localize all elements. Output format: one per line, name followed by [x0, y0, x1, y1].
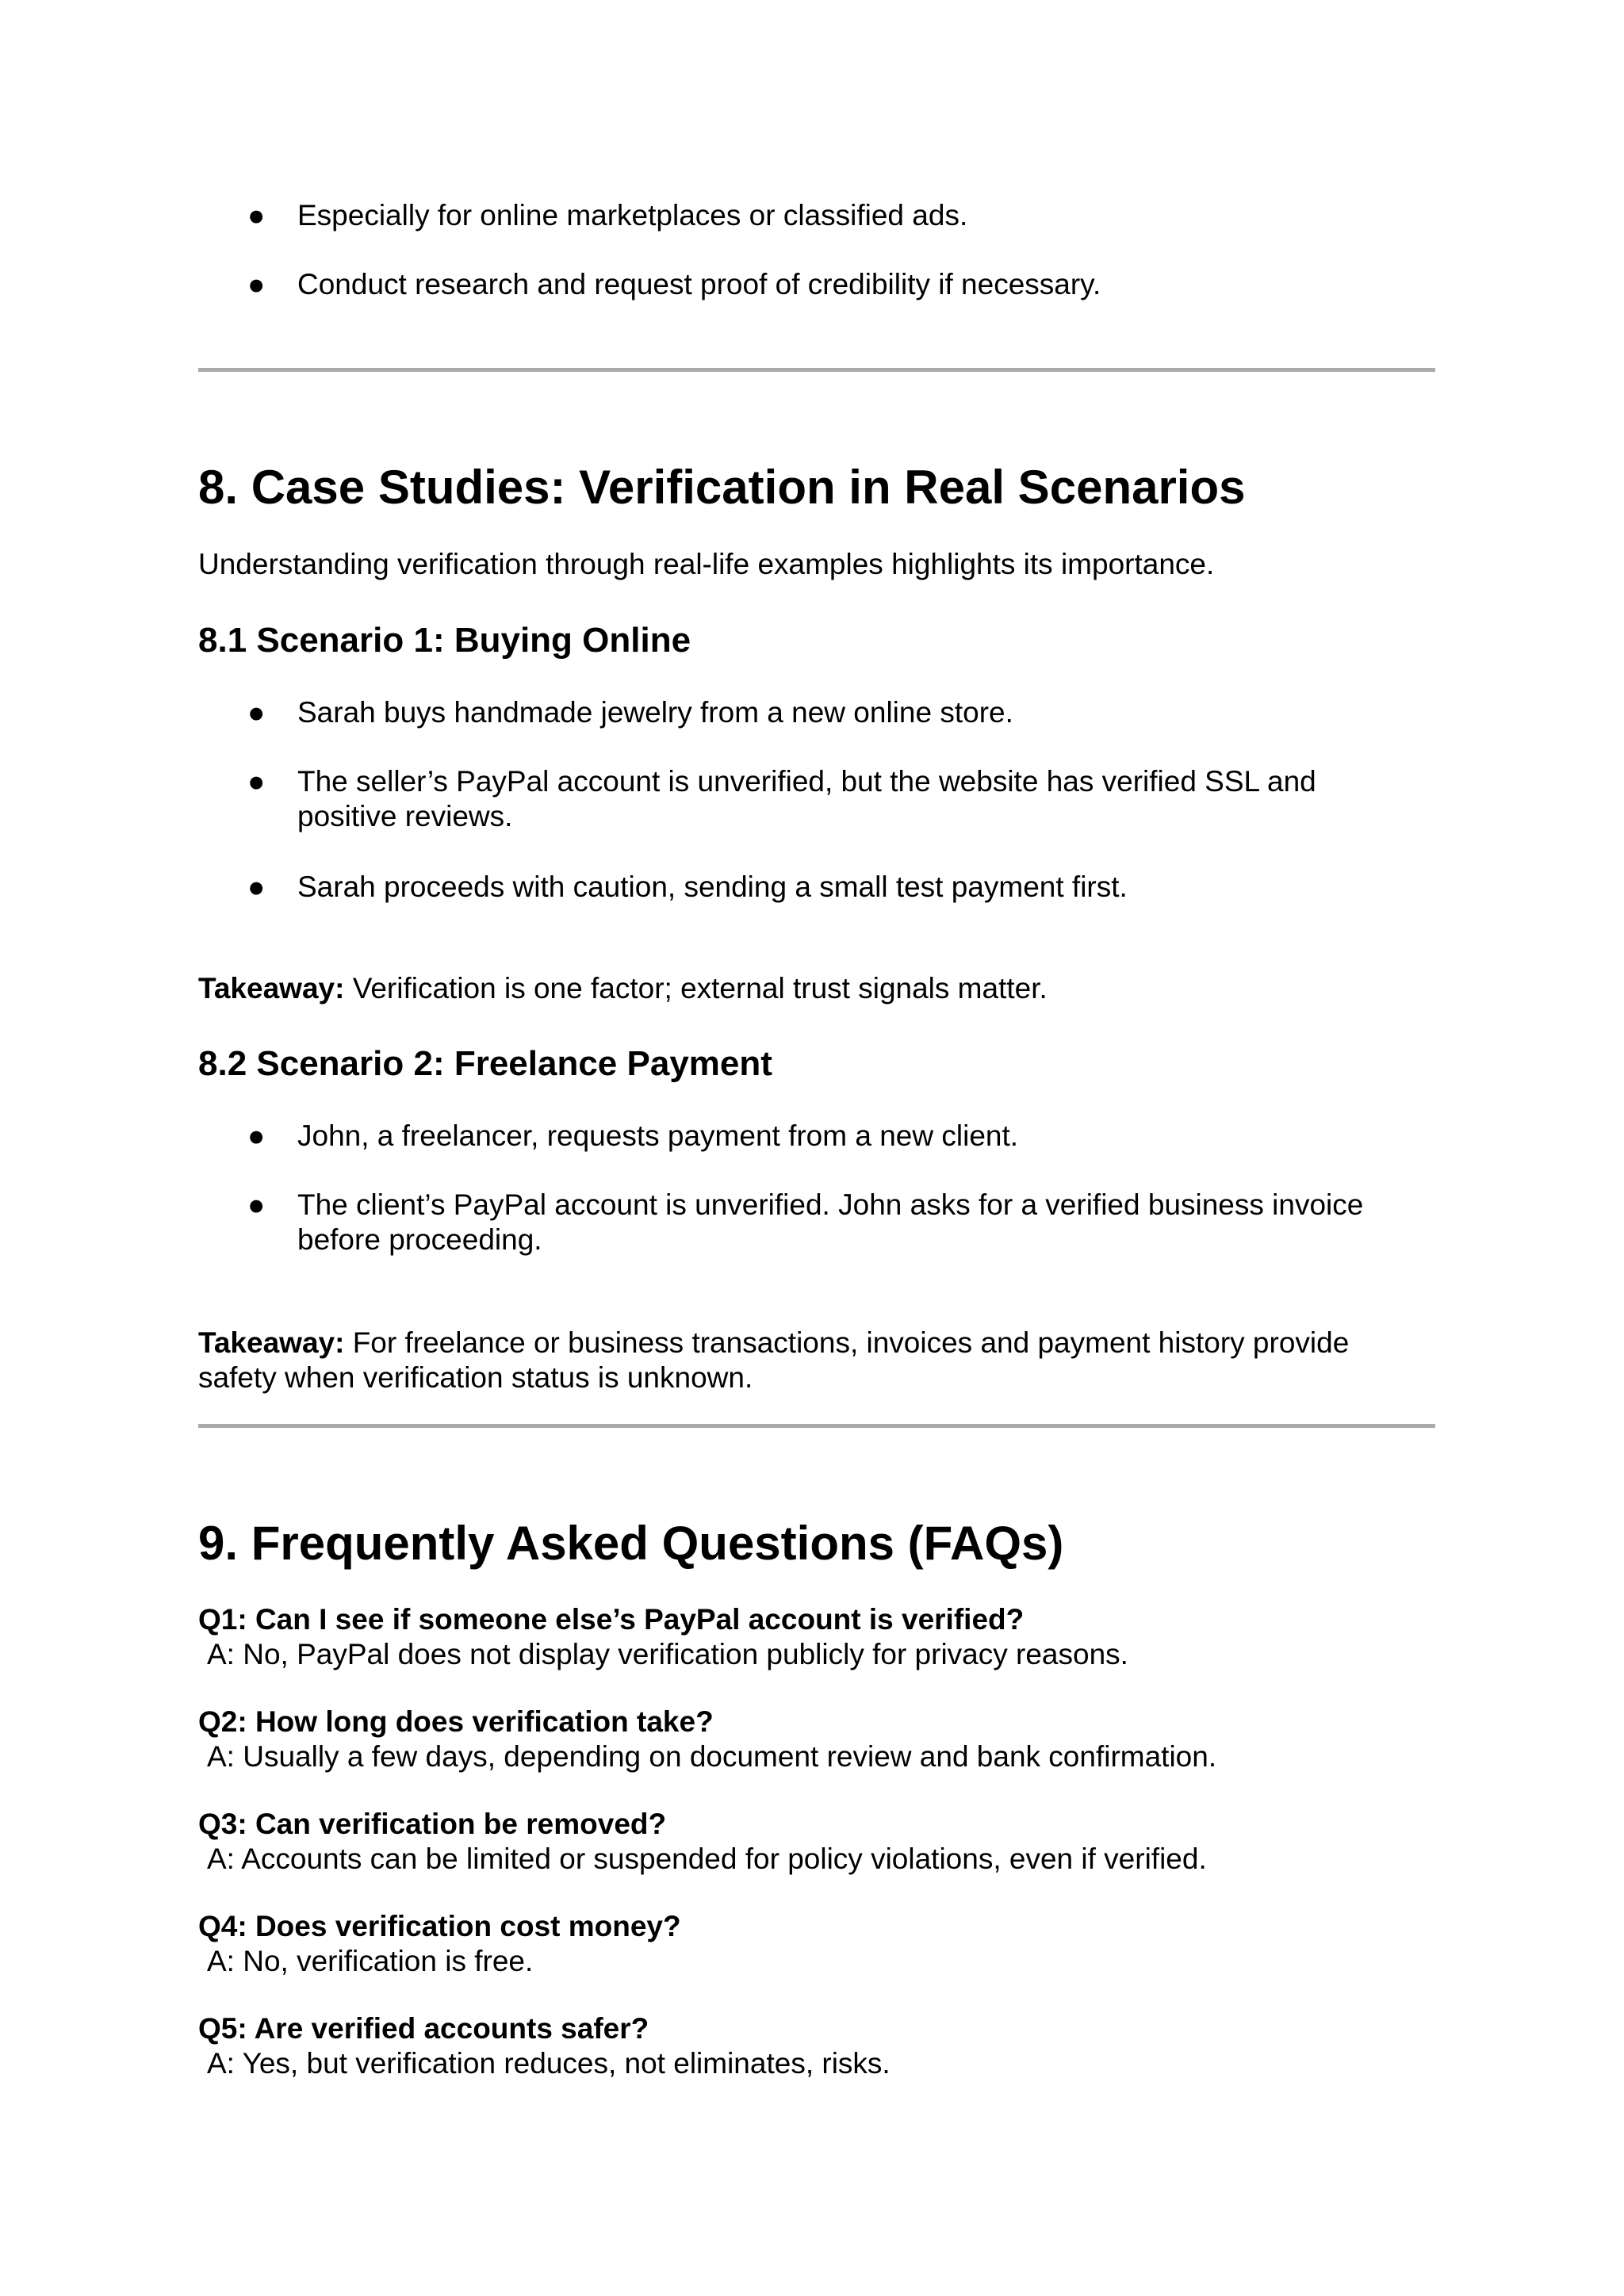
- bullet-icon: ●: [247, 199, 266, 232]
- intro-bullet-list: [198, 198, 1435, 233]
- section-divider: [198, 368, 1435, 372]
- scenario-1-bullet-list-3: [198, 870, 1435, 905]
- takeaway-text: Verification is one factor; external trust signals matter.: [344, 972, 1048, 1004]
- faq-answer: A: Accounts can be limited or suspended for policy violations, even if verified.: [207, 1843, 1207, 1875]
- list-item: ● Conduct research and request proof of credibility if necessary.: [247, 268, 1101, 300]
- faq-question: Q3: Can verification be removed?: [198, 1808, 667, 1840]
- faq-item: [198, 1705, 1435, 1774]
- list-item: ● Sarah buys handmade jewelry from a new online store.: [247, 696, 1013, 729]
- section-9-heading: 9. Frequently Asked Questions (FAQs): [198, 1517, 1064, 1570]
- section-8-heading: 8. Case Studies: Verification in Real Scenarios: [198, 461, 1246, 514]
- takeaway-label: Takeaway:: [198, 1326, 345, 1359]
- takeaway-label: Takeaway:: [198, 972, 345, 1004]
- bullet-icon: ●: [247, 765, 266, 798]
- bullet-icon: ●: [247, 1119, 266, 1152]
- section-8-intro: Understanding verification through real-life examples highlights its importance.: [198, 548, 1215, 580]
- scenario-1-heading: 8.1 Scenario 1: Buying Online: [198, 621, 691, 660]
- scenario-2-bullet-list-2: [198, 1188, 1435, 1257]
- list-item: ● Sarah proceeds with caution, sending a small test payment first.: [247, 871, 1128, 903]
- list-item: ● The client’s PayPal account is unverified. John asks for a verified business invoice before proceeding.: [247, 1188, 1364, 1256]
- bullet-icon: ●: [247, 871, 266, 903]
- scenario-2-heading: 8.2 Scenario 2: Freelance Payment: [198, 1044, 772, 1083]
- faq-item: [198, 1807, 1435, 1877]
- scenario-2-bullet-list: [198, 1119, 1435, 1154]
- list-item: ● Especially for online marketplaces or classified ads.: [247, 199, 968, 232]
- intro-bullet-list-2: [198, 267, 1435, 302]
- faq-answer: A: No, verification is free.: [207, 1945, 534, 1977]
- faq-answer: A: Yes, but verification reduces, not eliminates, risks.: [207, 2047, 891, 2080]
- faq-question: Q1: Can I see if someone else’s PayPal account is verified?: [198, 1603, 1025, 1636]
- faq-question: Q4: Does verification cost money?: [198, 1910, 681, 1942]
- section-divider: [198, 1424, 1435, 1428]
- bullet-icon: ●: [247, 696, 266, 729]
- scenario-2-takeaway: [198, 1326, 1419, 1395]
- takeaway-text: For freelance or business transactions, invoices and payment history provide safety when verification status is unknown.: [198, 1326, 1350, 1394]
- faq-answer: A: No, PayPal does not display verification publicly for privacy reasons.: [207, 1638, 1128, 1670]
- list-item: ● The seller’s PayPal account is unverified, but the website has verified SSL and positive reviews.: [247, 765, 1316, 832]
- faq-item: [198, 1602, 1435, 1672]
- list-item: ● John, a freelancer, requests payment from a new client.: [247, 1119, 1019, 1152]
- faq-answer: A: Usually a few days, depending on document review and bank confirmation.: [207, 1740, 1217, 1773]
- scenario-1-bullet-list-2: [198, 764, 1435, 834]
- faq-item: [198, 2011, 1435, 2081]
- scenario-1-bullet-list: [198, 695, 1435, 730]
- bullet-icon: ●: [247, 1188, 266, 1221]
- faq-question: Q2: How long does verification take?: [198, 1705, 714, 1738]
- faq-question: Q5: Are verified accounts safer?: [198, 2012, 649, 2045]
- bullet-icon: ●: [247, 268, 266, 300]
- faq-item: [198, 1909, 1435, 1979]
- scenario-1-takeaway: [198, 971, 1435, 1006]
